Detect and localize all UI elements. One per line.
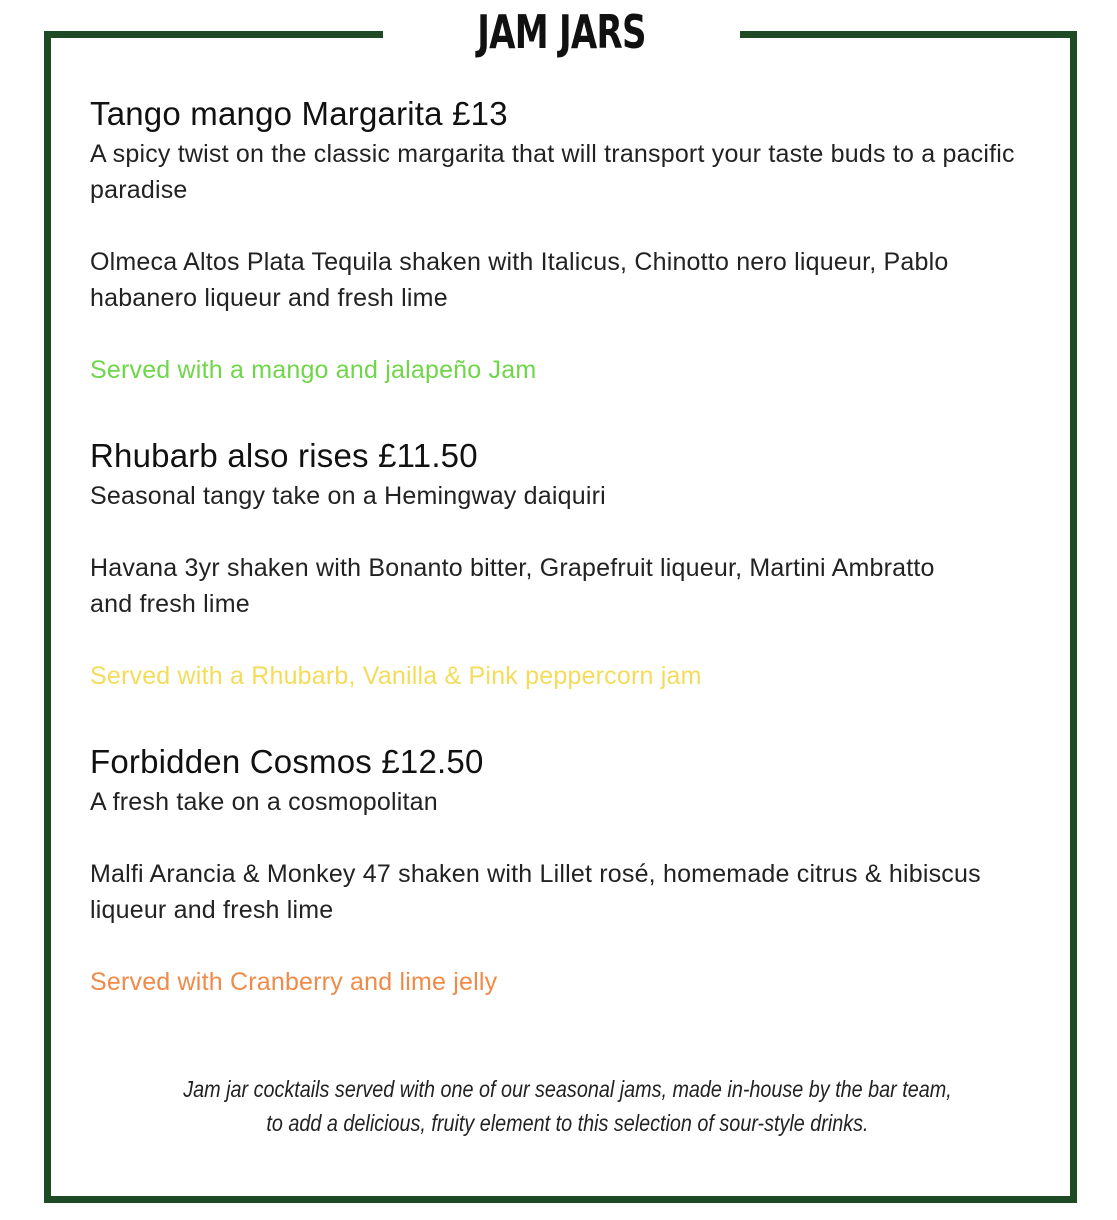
item-ingredients: Malfi Arancia & Monkey 47 shaken with Lillet rosé, homemade citrus & hibiscus liqueur and fresh lime [90,860,981,924]
footnote [165,1072,969,1140]
menu-content [90,92,1050,1000]
item-name: Rhubarb also rises £11.50 [90,437,478,474]
menu-item-tango-mango [90,92,1050,388]
item-ingredients: Havana 3yr shaken with Bonanto bitter, Grapefruit liqueur, Martini Ambratto and fresh lime [90,554,935,618]
item-jam: Served with a mango and jalapeño Jam [90,356,537,384]
item-jam: Served with a Rhubarb, Vanilla & Pink peppercorn jam [90,662,702,690]
item-name: Forbidden Cosmos £12.50 [90,743,484,780]
footnote-line-1: Jam jar cocktails served with one of our seasonal jams, made in-house by the bar team, [183,1076,952,1102]
item-name: Tango mango Margarita £13 [90,95,508,132]
item-description: Seasonal tangy take on a Hemingway daiquiri [90,482,606,510]
item-jam: Served with Cranberry and lime jelly [90,968,498,996]
menu-item-rhubarb [90,434,1050,694]
item-ingredients: Olmeca Altos Plata Tequila shaken with Italicus, Chinotto nero liqueur, Pablo habanero liqueur and fresh lime [90,248,949,312]
page-title: JAM JARS [477,5,646,59]
item-description: A fresh take on a cosmopolitan [90,788,438,816]
footnote-line-2: to add a delicious, fruity element to this selection of sour-style drinks. [266,1110,869,1136]
menu-item-forbidden-cosmos [90,740,1050,1000]
item-description: A spicy twist on the classic margarita that will transport your taste buds to a pacific paradise [90,140,1015,204]
frame-top-right-line [740,31,1077,38]
frame-top-left-line [44,31,383,38]
